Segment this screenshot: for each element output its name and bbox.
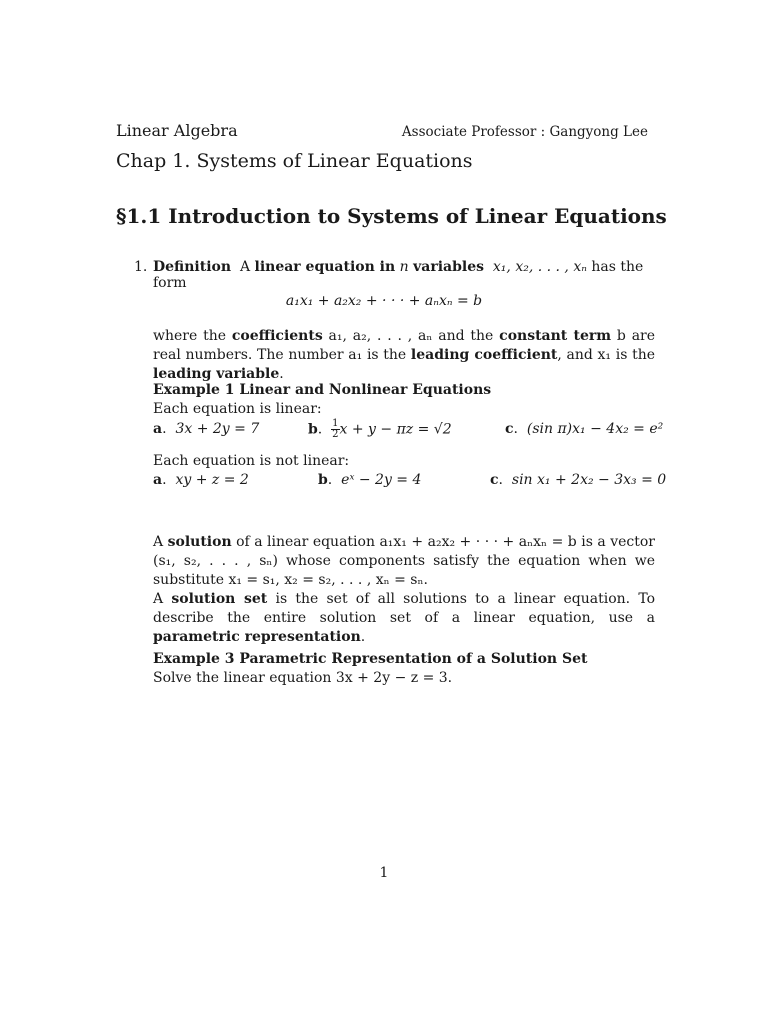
frac-denominator: 2 bbox=[332, 429, 339, 440]
chapter-title: Chap 1. Systems of Linear Equations bbox=[116, 150, 473, 172]
definition-tail: has the form bbox=[153, 259, 644, 291]
definition-vars: x₁, x₂, . . . , xₙ bbox=[492, 259, 587, 275]
para-text: A bbox=[153, 534, 164, 550]
term-coefficients: coefficients bbox=[231, 328, 323, 344]
nonlinear-intro: Each equation is not linear: bbox=[153, 453, 350, 469]
term-solution-set: solution set bbox=[171, 591, 268, 607]
item-expr: sin x₁ + 2x₂ − 3x₃ = 0 bbox=[511, 472, 667, 488]
item-expr: 3x + 2y = 7 bbox=[175, 421, 260, 437]
item-expr: (sin π)x₁ − 4x₂ = e² bbox=[526, 421, 664, 437]
nonlinear-item-c: c. sin x₁ + 2x₂ − 3x₃ = 0 bbox=[490, 472, 667, 488]
section-title: §1.1 Introduction to Systems of Linear Equations bbox=[116, 204, 667, 228]
item-label: a bbox=[153, 472, 163, 488]
fraction bbox=[331, 419, 339, 440]
item-label: a bbox=[153, 421, 163, 437]
item-label: b bbox=[308, 421, 318, 438]
item-label: c bbox=[490, 472, 499, 488]
para-text: . bbox=[279, 366, 284, 382]
course-name: Linear Algebra bbox=[116, 121, 238, 140]
para-text: , and x₁ is the bbox=[557, 347, 655, 363]
para-text: A bbox=[153, 591, 164, 607]
frac-numerator: 1 bbox=[332, 418, 339, 429]
item-expr: xy + z = 2 bbox=[175, 472, 249, 488]
definition-bold2: variables bbox=[413, 259, 484, 275]
term-constant: constant term bbox=[499, 328, 612, 344]
term-solution: solution bbox=[167, 534, 232, 550]
linear-intro: Each equation is linear: bbox=[153, 401, 322, 417]
instructor-name: Associate Professor : Gangyong Lee bbox=[401, 124, 648, 140]
para-text: . bbox=[360, 629, 366, 645]
item-label: c bbox=[505, 421, 514, 437]
example3-text: Solve the linear equation 3x + 2y − z = 3. bbox=[153, 670, 453, 686]
definition-var-n: n bbox=[399, 259, 409, 275]
definition-bold1: linear equation in bbox=[254, 259, 396, 275]
para-text: a₁, a₂, . . . , aₙ and the bbox=[328, 328, 494, 344]
definition-term: Definition bbox=[153, 259, 232, 275]
list-number: 1. bbox=[134, 259, 148, 275]
item-expr: eˣ − 2y = 4 bbox=[341, 472, 422, 488]
page-number: 1 bbox=[379, 865, 389, 881]
linear-item-c: c. (sin π)x₁ − 4x₂ = e² bbox=[505, 421, 664, 437]
term-parametric-representation: parametric representation bbox=[153, 629, 361, 645]
linear-item-a: a. 3x + 2y = 7 bbox=[153, 421, 260, 437]
para-text: b are real numbers. The number a₁ is the bbox=[153, 328, 656, 363]
definition-line bbox=[153, 259, 653, 291]
nonlinear-item-b: b. eˣ − 2y = 4 bbox=[318, 472, 422, 488]
display-equation: a₁x₁ + a₂x₂ + · · · + aₙxₙ = b bbox=[285, 293, 483, 309]
para-text: is the set of all solutions to a linear equation. To describe the entire solution set of a linear equation, use a bbox=[153, 591, 656, 626]
para-text: of a linear equation a₁x₁ + a₂x₂ + · · · + aₙxₙ = b is a vector (s₁, s₂, . . . , sₙ) whose components satisfy the equation when we substitute x₁ = s₁, x₂ = s₂, . . . , xₙ = sₙ. bbox=[153, 534, 655, 588]
example3-title: Example 3 Parametric Representation of a Solution Set bbox=[153, 651, 588, 667]
item-label: b bbox=[318, 472, 328, 488]
definition-lead: A bbox=[239, 259, 251, 275]
example1-title: Example 1 Linear and Nonlinear Equations bbox=[153, 382, 492, 398]
definition-paragraph bbox=[153, 327, 655, 384]
term-leading-coefficient: leading coefficient bbox=[410, 347, 558, 363]
linear-item-b: b. $\frac{1}{2}$ x + y − πz = √2 bbox=[308, 418, 452, 440]
term-leading-variable: leading variable bbox=[153, 366, 280, 382]
nonlinear-item-a: a. xy + z = 2 bbox=[153, 472, 249, 488]
item-expr: x + y − πz = √2 bbox=[339, 421, 452, 438]
solution-paragraph bbox=[153, 533, 655, 647]
para-text: where the bbox=[153, 328, 227, 344]
